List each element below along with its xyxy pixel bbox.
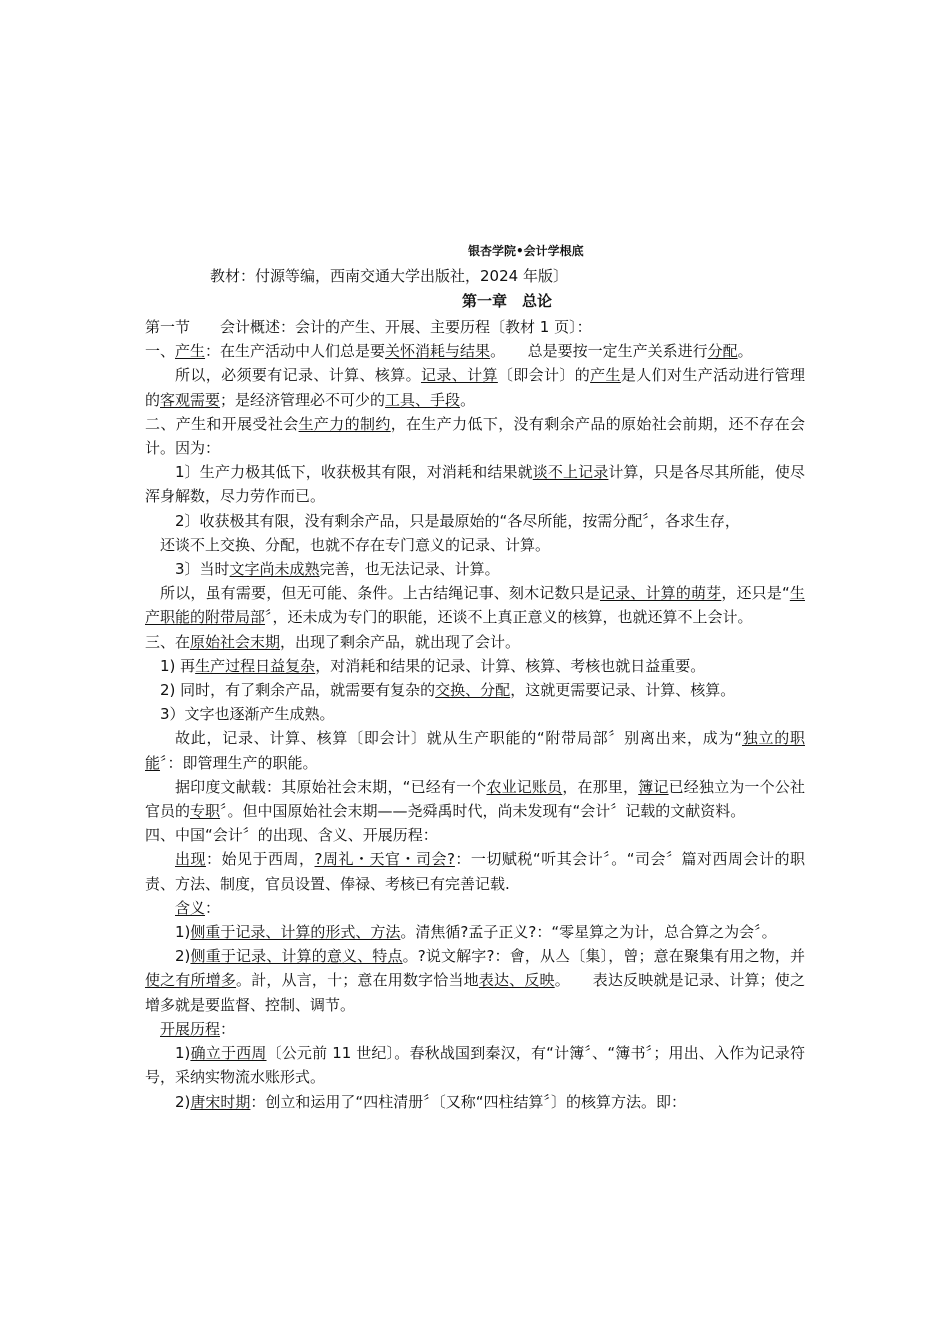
text-run: 3）文字也逐渐产生成熟。 [160,705,335,724]
text-run: 1〕生产力极其低下，收获极其有限，对消耗和结果就 [175,463,533,482]
underlined-term: 使之有所增多 [145,971,237,990]
text-run: ，出现了剩余产品，就出现了会计。 [280,632,521,651]
text-run: 〞。但中国原始社会末期——尧舜禹时代，尚未发现有“会计〞记载的文献资料。 [220,802,746,821]
paragraph [145,412,805,460]
text-run: 是人们对生产活动进行管理的 [145,366,805,409]
paragraph [145,557,805,581]
underlined-term: 原始社会末期 [190,632,281,651]
document-header-title: 银杏学院•会计学根底 [468,244,584,258]
underlined-term: ?周礼・天官・司会? [314,850,455,869]
text-run: ，这就更需要记录、计算、核算。 [510,681,736,700]
paragraph [145,630,805,654]
underlined-term: 侧重于记录、计算的意义、特点 [190,947,403,966]
paragraph [145,654,805,678]
text-run: 二、产生和开展受社会 [145,414,299,433]
paragraph [145,533,805,557]
underlined-term: 簿记 [638,777,669,796]
underlined-term: 工具、手段 [385,390,461,409]
chapter-title: 第一章 总论 [462,292,553,310]
text-run: ，在那里， [562,777,639,796]
underlined-term: 生产职能的附带局部 [145,584,805,627]
paragraph [145,1017,805,1041]
text-run: 计算，只是各尽其所能，使尽浑身解数，尽力劳作而已。 [145,463,805,506]
text-run: 。 [460,390,476,409]
text-run: ：一切赋税“听其会计〞。“司会〞篇对西周会计的职责、方法、制度，官员设置、俸禄、考核已有完善记载. [145,850,805,893]
paragraph [145,1090,805,1114]
text-run: 。 表达反映就是记录、计算；使之增多就是要监督、控制、调节。 [145,971,805,1014]
text-run: 。?说文解字?：會，从亼〔集〕，曾；意在聚集有用之物，并 [402,947,805,966]
paragraph [145,847,805,895]
text-run: ：在生产活动中人们总是要 [205,342,386,361]
underlined-term: 关怀消耗与结果 [385,342,491,361]
text-run: 四、中国“会计〞的出现、含义、开展历程： [145,826,438,845]
paragraph [145,581,805,629]
text-run: 〔即会计〕的 [497,366,591,385]
text-run: 完善，也无法记录、计算。 [319,560,500,579]
underlined-term: 谈不上记录 [532,463,609,482]
underlined-term: 产生 [175,342,206,361]
text-run: 1) [175,1044,191,1063]
paragraph [145,315,805,339]
underlined-term: 记录、计算 [420,366,498,385]
text-run: 。 [737,342,753,361]
text-run: 〞：即管理生产的职能。 [160,753,318,772]
underlined-term: 生产力的制约 [298,414,391,433]
text-run: 1) [175,923,191,942]
text-run: ，对消耗和结果的记录、计算、核算、考核也就日益重要。 [315,656,706,675]
text-run: 〔公元前 11 世纪〕。春秋战国到秦汉，有“计簿〞、“簿书〞；用出、入作为记录符号，采纳实物流水账形式。 [145,1044,805,1087]
text-run: 。 总是要按一定生产关系进行 [490,342,708,361]
paragraph [145,678,805,702]
underlined-term: 记录、计算的萌芽 [599,584,722,603]
text-run: 所以，虽有需要，但无可能、条件。上古结绳记事、刻木记数只是 [160,584,600,603]
text-run: 。清焦循?孟子正义?：“零星算之为计，总合算之为会〞。 [400,923,777,942]
text-run: 据印度文献载：其原始社会末期，“已经有一个 [175,777,487,796]
text-run: ，在生产力低下，没有剩余产品的原始社会前期，还不存在会计。因为： [145,414,805,458]
underlined-term: 唐宋时期 [190,1092,251,1111]
paragraph [145,339,805,363]
text-run: 还谈不上交换、分配，也就不存在专门意义的记录、计算。 [160,535,551,554]
paragraph [145,702,805,726]
text-run: ，还只是“ [721,584,790,603]
underlined-term: 确立于西周 [190,1044,267,1063]
underlined-term: 表达、反映 [478,971,555,990]
text-run: 2) 同时，有了剩余产品，就需要有复杂的 [160,681,436,700]
text-run: ： [205,898,221,917]
text-run: ；是经济管理必不可少的 [220,390,386,409]
text-run: 2〕收获极其有限，没有剩余产品，只是最原始的“各尽所能，按需分配〞，各求生存， [175,511,740,530]
paragraph [145,823,805,847]
text-run: 三、在 [145,632,191,651]
underlined-term: 文字尚未成熟 [229,560,320,579]
text-run: ：始见于西周， [206,850,315,869]
text-run: 一、 [145,342,176,361]
underlined-term: 交换、分配 [435,681,511,700]
text-run: 1) 再 [160,656,196,675]
text-run: ： [220,1019,236,1038]
paragraph [145,775,805,823]
underlined-term: 农业记账员 [486,777,563,796]
text-run: 〞，还未成为专门的职能，还谈不上真正意义的核算，也就还算不上会计。 [265,608,753,627]
document-body [145,315,805,1114]
text-run: 3〕当时 [175,560,230,579]
underlined-term: 生产过程日益复杂 [195,656,316,675]
underlined-term: 专职 [190,802,221,821]
underlined-term: 产生 [590,366,621,385]
paragraph [145,509,805,533]
underlined-term: 分配 [707,342,738,361]
text-run: 已经独立为一个公社官员的 [145,777,805,821]
paragraph [145,726,805,774]
paragraph [145,363,805,411]
underlined-term: 侧重于记录、计算的形式、方法 [190,923,401,942]
underlined-term: 开展历程 [160,1019,221,1038]
text-run: 故此，记录、计算、核算〔即会计〕就从生产职能的“附带局部〞别离出来，成为“ [175,729,743,748]
underlined-term: 客观需要 [160,390,221,409]
text-run: 第一节 会计概述：会计的产生、开展、主要历程〔教材 1 页〕： [145,318,592,336]
text-run: 2) [175,1092,191,1111]
text-run: 所以，必须要有记录、计算、核算。 [175,366,421,385]
paragraph [145,460,805,508]
underlined-term: 独立的职能 [145,729,805,772]
text-run: 2) [175,947,191,966]
text-run: ：创立和运用了“四柱清册〞〔又称“四柱结算〞〕的核算方法。即： [250,1092,686,1111]
paragraph [145,1041,805,1089]
underlined-term: 出现 [175,850,206,869]
text-run: 。計，从言，十；意在用数字恰当地 [236,971,479,990]
underlined-term: 含义 [175,898,206,917]
paragraph [145,896,805,920]
paragraph [145,920,805,944]
textbook-reference: 教材：付源等编，西南交通大学出版社，2024 年版〕 [210,267,568,285]
paragraph [145,944,805,1017]
